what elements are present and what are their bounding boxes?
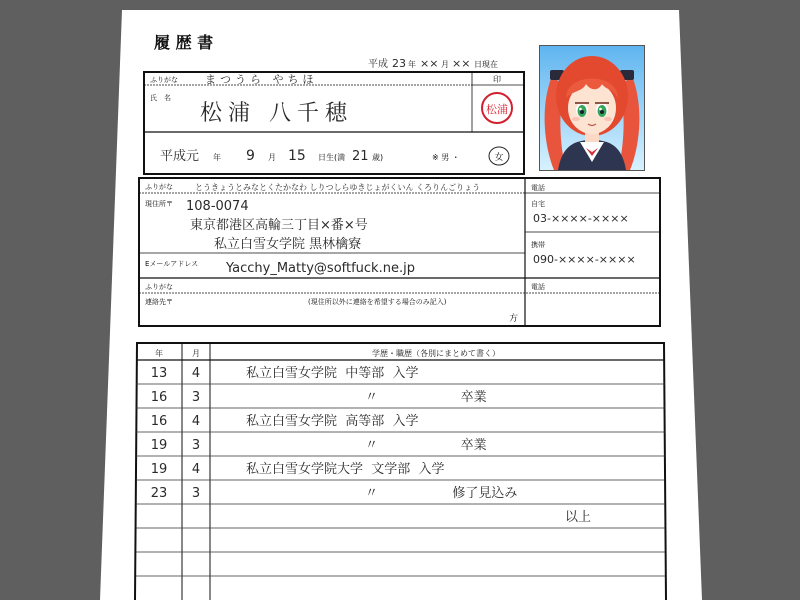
- contact-note: (現住所以外に連絡を希望する場合のみ記入): [308, 298, 447, 306]
- svg-text:21: 21: [352, 149, 369, 164]
- mobile-phone-label: 携帯: [531, 241, 545, 249]
- mobile-phone-value: 090-××××-××××: [533, 253, 636, 266]
- history-row-month: 4: [191, 462, 201, 477]
- svg-text:××: ××: [420, 57, 439, 70]
- history-col-desc: 学歴・職歴（各別にまとめて書く）: [372, 349, 500, 358]
- address-label: 現住所〒: [145, 200, 173, 208]
- seal-label: 印: [493, 75, 501, 84]
- history-row-description: 以上: [565, 510, 592, 525]
- svg-text:23: 23: [392, 57, 406, 70]
- history-col-month: 月: [192, 349, 200, 358]
- history-row-month: 3: [191, 390, 201, 405]
- history-row-description: 〃 修了見込み: [365, 486, 518, 501]
- svg-text:平成: 平成: [368, 59, 388, 70]
- phone-label: 電話: [531, 184, 545, 192]
- home-phone-label: 自宅: [531, 200, 545, 208]
- history-row-year: 16: [150, 390, 168, 405]
- history-row-year: 23: [150, 486, 168, 501]
- contact-phone-label: 電話: [531, 283, 545, 291]
- postal-code: 108-0074: [186, 199, 249, 214]
- address-line-1: 東京都港区高輪三丁目×番×号: [190, 218, 368, 233]
- svg-text:9: 9: [246, 148, 255, 164]
- history-row-description: 私立白雪女学院 中等部 入学: [246, 366, 419, 381]
- history-row-month: 3: [191, 486, 201, 501]
- history-row-description: 私立白雪女学院 高等部 入学: [246, 414, 419, 429]
- svg-text:※ 男 ・: ※ 男 ・: [432, 153, 460, 162]
- history-row-description: 私立白雪女学院大学 文学部 入学: [246, 462, 445, 477]
- svg-text:松浦: 松浦: [486, 103, 508, 116]
- svg-text:××: ××: [452, 57, 471, 70]
- history-row-month: 4: [191, 366, 201, 381]
- home-phone-value: 03-××××-××××: [533, 212, 629, 225]
- name-label: 氏 名: [150, 94, 171, 102]
- history-row-year: 16: [150, 414, 168, 429]
- history-row: [565, 510, 591, 525]
- svg-text:月: 月: [441, 60, 449, 69]
- contact-label: 連絡先〒: [145, 298, 173, 306]
- name-furigana-label: ふりがな: [150, 76, 178, 84]
- svg-text:日現在: 日現在: [474, 60, 498, 69]
- svg-text:平成元: 平成元: [160, 149, 200, 164]
- contact-suffix: 方: [509, 314, 519, 324]
- svg-text:歳): 歳): [372, 153, 384, 162]
- svg-text:月: 月: [268, 153, 276, 162]
- history-row-year: 13: [150, 366, 168, 381]
- address-furigana-label: ふりがな: [145, 183, 173, 191]
- svg-text:年: 年: [213, 153, 221, 162]
- history-row: [151, 413, 419, 429]
- history-row: [151, 461, 445, 477]
- svg-text:日生(満: 日生(満: [318, 153, 346, 162]
- svg-text:年: 年: [408, 60, 416, 69]
- contact-furigana-label: ふりがな: [145, 283, 173, 291]
- history-col-year: 年: [155, 349, 163, 358]
- applicant-photo: [539, 45, 645, 171]
- address-furigana-value: とうきょうとみなとくたかなわ しりつしらゆきじょがくいん くろりんごりょう: [195, 183, 481, 192]
- name-value: 松浦 八千穂: [200, 101, 353, 126]
- history-row-description: 〃 卒業: [365, 390, 487, 405]
- history-row: [151, 365, 419, 381]
- svg-text:15: 15: [288, 148, 306, 164]
- email-value: Yacchy_Matty@softfuck.ne.jp: [226, 261, 415, 276]
- history-row-year: 19: [150, 462, 168, 477]
- svg-text:女: 女: [494, 153, 504, 163]
- history-row-month: 3: [191, 438, 201, 453]
- history-row-month: 4: [191, 414, 201, 429]
- address-line-2: 私立白雪女学院 黒林檎寮: [214, 237, 362, 252]
- email-label: Eメールアドレス: [145, 260, 199, 268]
- name-furigana-value: まつうら やちほ: [205, 73, 318, 86]
- document-title: 履 歴 書: [154, 33, 214, 52]
- history-row-year: 19: [150, 438, 168, 453]
- history-row-description: 〃 卒業: [365, 438, 487, 453]
